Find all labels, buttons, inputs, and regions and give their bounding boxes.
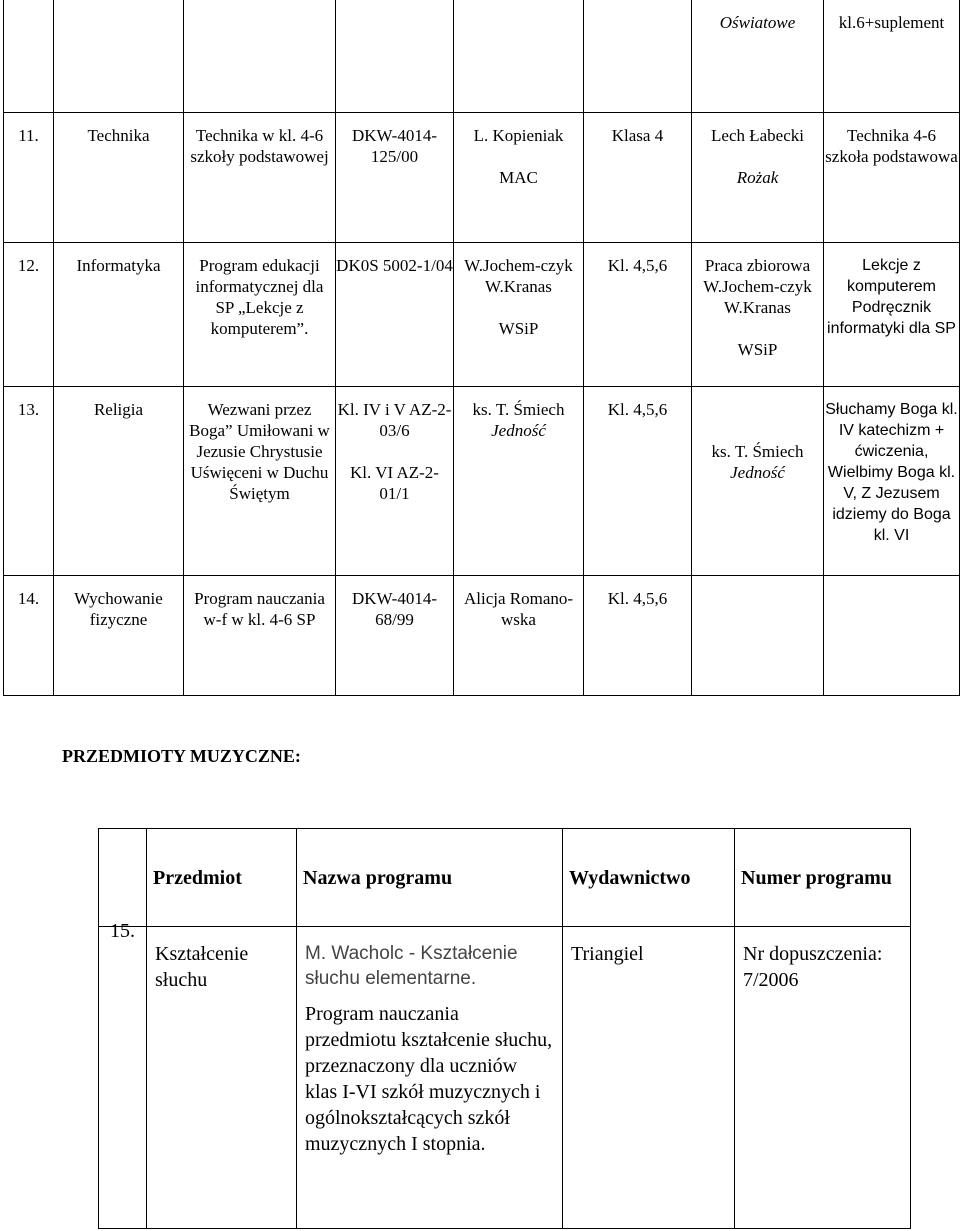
table-header-row	[99, 829, 911, 927]
program-number-text: Kl. VI AZ-2-01/1	[350, 463, 439, 503]
supplement-cell: kl.6+suplement	[838, 13, 945, 32]
textbook-author-text: Lech Łabecki	[711, 126, 804, 145]
table-row	[99, 927, 911, 1229]
row-number: 14.	[17, 589, 40, 608]
program-number-cell: DK0S 5002-1/04	[336, 256, 453, 275]
subject-cell: Informatyka	[76, 256, 161, 275]
row-number: 15.	[110, 919, 135, 942]
author-text: ks. T. Śmiech	[472, 400, 565, 419]
textbook-publisher-text: WSiP	[737, 340, 778, 359]
program-cell: Wezwani przez Boga” Umiłowani w Jezusie Chrystusie Uświęceni w Duchu Świętym	[189, 400, 330, 503]
subject-cell: Religia	[93, 400, 144, 419]
music-subjects-table	[98, 828, 911, 1229]
subject-cell: Technika	[87, 126, 150, 145]
table-row	[4, 243, 960, 387]
subject-cell: Wychowanie fizyczne	[74, 589, 163, 629]
textbook-author-text: Praca zbiorowa W.Jochem-czyk W.Kranas	[703, 256, 812, 317]
header-publisher: Wydawnictwo	[563, 829, 735, 927]
program-description-text: Program nauczania przedmiotu kształcenie słuchu, przeznaczony dla uczniów klas I-VI szkół muzycznych i ogólnokształcących szkół muzycznych I stopnia.	[305, 1003, 553, 1155]
textbook-publisher-text: Rożak	[736, 168, 779, 187]
row-number: 13.	[17, 400, 40, 419]
author-publisher-text: MAC	[499, 168, 538, 187]
program-cell: Technika w kl. 4-6 szkoły podstawowej	[190, 126, 329, 166]
section-heading: PRZEDMIOTY MUZYCZNE:	[62, 746, 301, 766]
author-text: W.Jochem-czyk W.Kranas	[464, 256, 573, 296]
program-cell: Program nauczania w-f w kl. 4-6 SP	[194, 589, 325, 629]
publisher-type-cell: Oświatowe	[719, 13, 796, 32]
class-cell: Klasa 4	[611, 126, 664, 145]
program-cell: Program edukacji informatycznej dla SP „Lekcje z komputerem”.	[195, 256, 324, 338]
header-program-number: Numer programu	[735, 829, 911, 927]
table-row	[4, 387, 960, 576]
subject-cell: Kształcenie słuchu	[147, 927, 297, 1229]
class-cell: Kl. 4,5,6	[607, 256, 668, 275]
textbook-cell: Technika 4-6 szkoła podstawowa	[825, 126, 958, 166]
author-publisher-text: WSiP	[498, 319, 539, 338]
author-text: L. Kopieniak	[473, 126, 564, 145]
table-row	[4, 0, 960, 113]
row-number: 12.	[17, 256, 40, 275]
program-number-text: Kl. IV i V AZ-2-03/6	[337, 400, 452, 440]
program-title-text: M. Wacholc - Kształcenie słuchu elementarne.	[305, 943, 518, 989]
textbook-cell: Słuchamy Boga kl. IV katechizm + ćwiczenia, Wielbimy Boga kl. V, Z Jezusem idziemy do Boga kl. VI	[825, 401, 958, 544]
textbook-author-text: ks. T. Śmiech	[711, 442, 804, 461]
textbook-cell: Lekcje z komputerem Podręcznik informatyki dla SP	[827, 257, 956, 337]
publisher-cell: Triangiel	[563, 927, 735, 1229]
program-number-cell: DKW-4014-125/00	[352, 126, 437, 166]
row-number: 11.	[18, 126, 39, 145]
header-program-name: Nazwa programu	[297, 829, 563, 927]
author-cell: Alicja Romano-wska	[463, 589, 574, 629]
table-row	[4, 576, 960, 696]
program-number-cell: DKW-4014-68/99	[352, 589, 437, 629]
program-number-cell: Nr dopuszczenia: 7/2006	[735, 927, 911, 1229]
class-cell: Kl. 4,5,6	[607, 400, 668, 419]
header-subject: Przedmiot	[147, 829, 297, 927]
textbook-publisher-text: Jedność	[730, 463, 785, 482]
table-row	[4, 113, 960, 243]
program-table	[3, 0, 960, 696]
author-publisher-text: Jedność	[491, 421, 546, 440]
class-cell: Kl. 4,5,6	[607, 589, 668, 608]
